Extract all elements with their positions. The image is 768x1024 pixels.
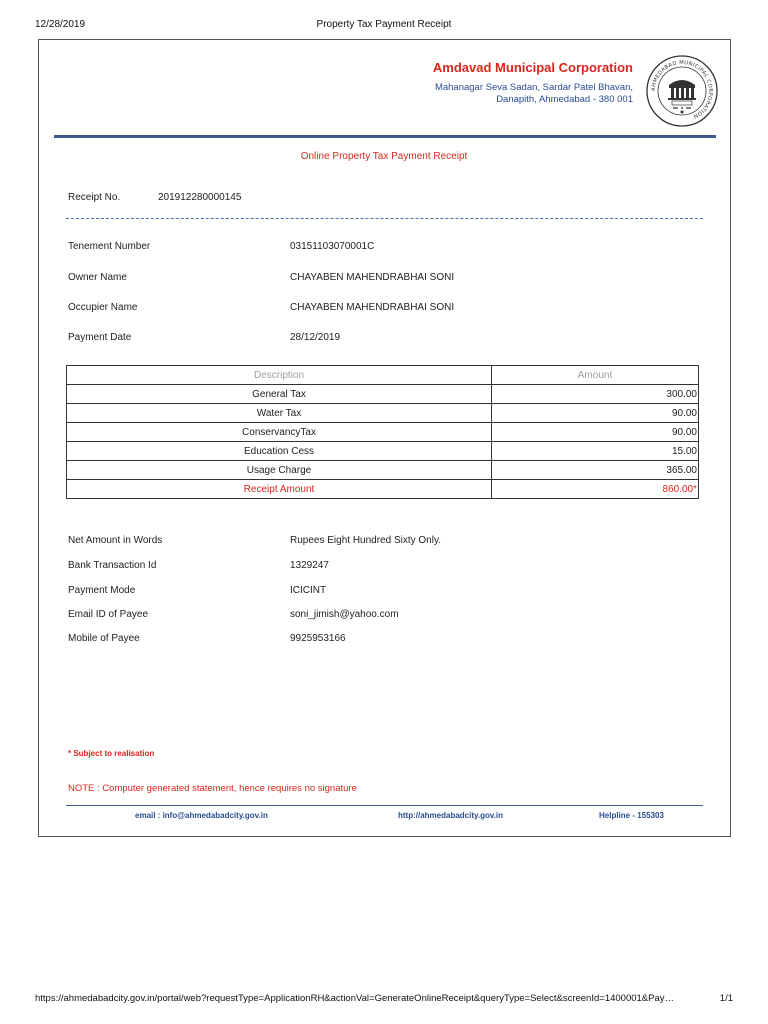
row-amount: 15.00: [492, 442, 699, 461]
owner-name-label: Owner Name: [68, 272, 127, 283]
tenement-number-label: Tenement Number: [68, 241, 151, 252]
row-description: Education Cess: [67, 442, 492, 461]
table-row: [67, 461, 699, 480]
receipt-heading: Online Property Tax Payment Receipt: [300, 151, 468, 162]
row-description: ConservancyTax: [67, 423, 492, 442]
tenement-number-value: 03151103070001C: [290, 241, 375, 252]
row-amount: 90.00: [492, 404, 699, 423]
tax-breakdown-table: [66, 365, 699, 499]
print-page-number: 1/1: [719, 993, 733, 1004]
total-row: [67, 480, 699, 499]
footer-email[interactable]: email : info@ahmedabadcity.gov.in: [135, 811, 268, 820]
row-amount: 365.00: [492, 461, 699, 480]
payment-date-label: Payment Date: [68, 332, 132, 343]
total-description: Receipt Amount: [67, 480, 492, 499]
payment-mode-label: Payment Mode: [68, 585, 136, 596]
row-amount: 300.00: [492, 385, 699, 404]
signature-note: NOTE : Computer generated statement, hence requires no signature: [68, 783, 357, 794]
table-row: [67, 442, 699, 461]
receipt-no-value: 201912280000145: [158, 192, 242, 203]
row-description: General Tax: [67, 385, 492, 404]
amount-header: Amount: [492, 366, 699, 385]
row-description: Water Tax: [67, 404, 492, 423]
email-value: soni_jimish@yahoo.com: [290, 609, 399, 620]
seal-ring-text: AHMEDABAD MUNICIPAL CORPORATION: [650, 59, 714, 120]
row-amount: 90.00: [492, 423, 699, 442]
amount-in-words-value: Rupees Eight Hundred Sixty Only.: [290, 535, 442, 546]
footer-divider: [66, 805, 703, 806]
footer-website-link[interactable]: http://ahmedabadcity.gov.in: [398, 811, 504, 820]
payment-date-value: 28/12/2019: [290, 332, 341, 343]
print-url: https://ahmedabadcity.gov.in/portal/web?requestType=ApplicationRH&actionVal=GenerateOnlineReceipt&queryType=Select&screenId=1400001&Pay…: [35, 993, 675, 1004]
realisation-note: * Subject to realisation: [68, 749, 155, 758]
org-address-line1: Mahanagar Seva Sadan, Sardar Patel Bhavan,: [434, 82, 633, 93]
table-header-row: [67, 366, 699, 385]
footer-helpline: Helpline - 155303: [599, 811, 664, 820]
amc-seal-logo: [645, 54, 719, 128]
bank-transaction-value: 1329247: [290, 560, 329, 571]
receipt-no-label: Receipt No.: [68, 192, 121, 203]
dashed-divider: [66, 218, 703, 219]
table-row: [67, 423, 699, 442]
total-amount: 860.00*: [492, 480, 699, 499]
mobile-value: 9925953166: [290, 633, 346, 644]
print-date: 12/28/2019: [35, 19, 86, 30]
amount-in-words-label: Net Amount in Words: [68, 535, 163, 546]
org-address: [435, 82, 633, 106]
mobile-label: Mobile of Payee: [68, 633, 140, 644]
table-row: [67, 385, 699, 404]
org-name: Amdavad Municipal Corporation: [432, 60, 633, 75]
payment-mode-value: ICICINT: [290, 585, 327, 596]
email-label: Email ID of Payee: [68, 609, 149, 620]
occupier-name-label: Occupier Name: [68, 302, 138, 313]
occupier-name-value: CHAYABEN MAHENDRABHAI SONI: [290, 302, 455, 313]
org-address-line2: Danapith, Ahmedabad - 380 001: [496, 94, 633, 105]
owner-name-value: CHAYABEN MAHENDRABHAI SONI: [290, 272, 455, 283]
header-divider: [54, 135, 716, 138]
bank-transaction-label: Bank Transaction Id: [68, 560, 157, 571]
print-title: Property Tax Payment Receipt: [316, 19, 452, 30]
row-description: Usage Charge: [67, 461, 492, 480]
table-row: [67, 404, 699, 423]
description-header: Description: [67, 366, 492, 385]
